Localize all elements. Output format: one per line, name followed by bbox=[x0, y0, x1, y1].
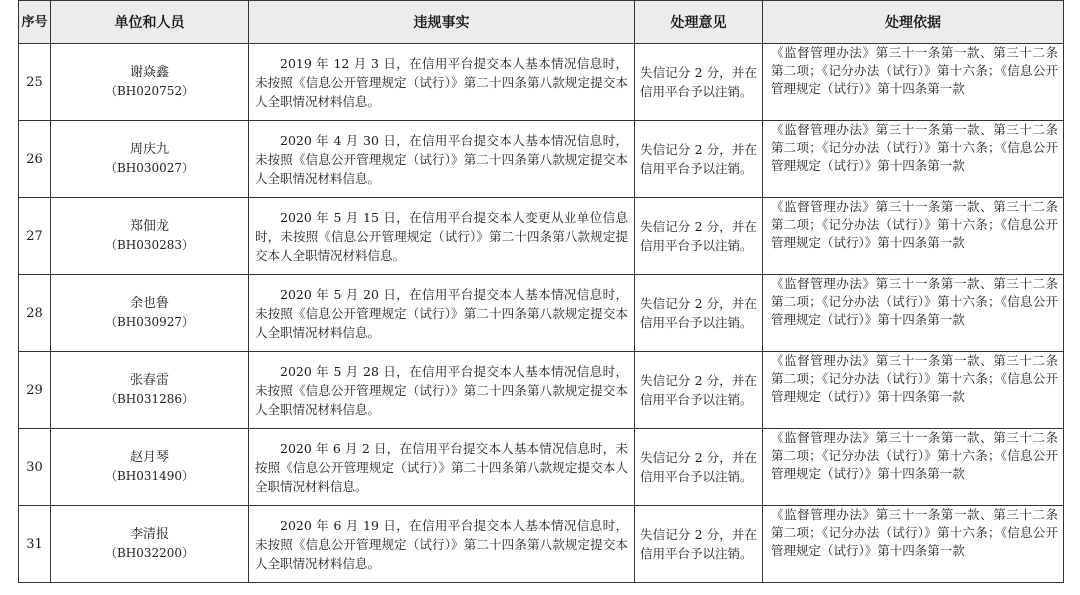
row-facts: 2020 年 4 月 30 日，在信用平台提交本人基本情况信息时，未按照《信息公开管理规定（试行）》第二十四条第八款规定提交本人全职情况材料信息。 bbox=[249, 121, 635, 198]
person-code: （BH031286） bbox=[104, 392, 195, 406]
person-name: 赵月琴 bbox=[129, 450, 169, 465]
row-seq: 26 bbox=[19, 121, 51, 198]
row-facts: 2020 年 6 月 2 日，在信用平台提交本人基本情况信息时，未按照《信息公开管理规定（试行）》第二十四条第八款规定提交本人全职情况材料信息。 bbox=[249, 429, 635, 506]
row-unit bbox=[51, 198, 249, 275]
row-basis: 《监督管理办法》第三十一条第一款、第三十二条第二项；《记分办法（试行）》第十六条；《信息公开管理规定（试行）》第十四条第一款 bbox=[763, 121, 1064, 198]
row-basis: 《监督管理办法》第三十一条第一款、第三十二条第二项；《记分办法（试行）》第十六条；《信息公开管理规定（试行）》第十四条第一款 bbox=[763, 506, 1064, 583]
table-row bbox=[19, 429, 1064, 506]
row-seq: 30 bbox=[19, 429, 51, 506]
person-code: （BH030027） bbox=[104, 161, 195, 175]
header-opinion: 处理意见 bbox=[635, 1, 763, 44]
row-opinion: 失信记分 2 分，并在信用平台予以注销。 bbox=[635, 198, 763, 275]
header-unit: 单位和人员 bbox=[51, 1, 249, 44]
row-facts: 2019 年 12 月 3 日，在信用平台提交本人基本情况信息时，未按照《信息公开管理规定（试行）》第二十四条第八款规定提交本人全职情况材料信息。 bbox=[249, 44, 635, 121]
row-unit bbox=[51, 506, 249, 583]
row-basis: 《监督管理办法》第三十一条第一款、第三十二条第二项；《记分办法（试行）》第十六条；《信息公开管理规定（试行）》第十四条第一款 bbox=[763, 352, 1064, 429]
person-name: 张春雷 bbox=[129, 373, 169, 388]
person-name: 李清报 bbox=[129, 527, 169, 542]
table-row bbox=[19, 198, 1064, 275]
person-code: （BH030927） bbox=[104, 315, 195, 329]
row-opinion: 失信记分 2 分，并在信用平台予以注销。 bbox=[635, 352, 763, 429]
row-opinion: 失信记分 2 分，并在信用平台予以注销。 bbox=[635, 44, 763, 121]
row-opinion: 失信记分 2 分，并在信用平台予以注销。 bbox=[635, 275, 763, 352]
row-opinion: 失信记分 2 分，并在信用平台予以注销。 bbox=[635, 429, 763, 506]
person-name: 周庆九 bbox=[129, 142, 169, 157]
row-seq: 27 bbox=[19, 198, 51, 275]
table-row bbox=[19, 121, 1064, 198]
row-unit bbox=[51, 429, 249, 506]
row-basis: 《监督管理办法》第三十一条第一款、第三十二条第二项；《记分办法（试行）》第十六条；《信息公开管理规定（试行）》第十四条第一款 bbox=[763, 275, 1064, 352]
row-facts: 2020 年 5 月 20 日，在信用平台提交本人基本情况信息时，未按照《信息公开管理规定（试行）》第二十四条第八款规定提交本人全职情况材料信息。 bbox=[249, 275, 635, 352]
row-opinion: 失信记分 2 分，并在信用平台予以注销。 bbox=[635, 506, 763, 583]
table-row bbox=[19, 506, 1064, 583]
row-seq: 28 bbox=[19, 275, 51, 352]
header-seq: 序号 bbox=[19, 1, 51, 44]
row-seq: 25 bbox=[19, 44, 51, 121]
table-row bbox=[19, 44, 1064, 121]
row-unit bbox=[51, 44, 249, 121]
row-unit bbox=[51, 121, 249, 198]
row-unit bbox=[51, 275, 249, 352]
row-seq: 31 bbox=[19, 506, 51, 583]
row-facts: 2020 年 6 月 19 日，在信用平台提交本人基本情况信息时，未按照《信息公开管理规定（试行）》第二十四条第八款规定提交本人全职情况材料信息。 bbox=[249, 506, 635, 583]
penalty-table bbox=[18, 0, 1064, 583]
person-code: （BH020752） bbox=[104, 84, 195, 98]
person-name: 郑佃龙 bbox=[129, 219, 169, 234]
row-basis: 《监督管理办法》第三十一条第一款、第三十二条第二项；《记分办法（试行）》第十六条；《信息公开管理规定（试行）》第十四条第一款 bbox=[763, 44, 1064, 121]
row-basis: 《监督管理办法》第三十一条第一款、第三十二条第二项；《记分办法（试行）》第十六条；《信息公开管理规定（试行）》第十四条第一款 bbox=[763, 198, 1064, 275]
person-code: （BH031490） bbox=[104, 469, 195, 483]
person-code: （BH030283） bbox=[104, 238, 195, 252]
row-opinion: 失信记分 2 分，并在信用平台予以注销。 bbox=[635, 121, 763, 198]
row-seq: 29 bbox=[19, 352, 51, 429]
header-facts: 违规事实 bbox=[249, 1, 635, 44]
table-row bbox=[19, 275, 1064, 352]
row-unit bbox=[51, 352, 249, 429]
table-row bbox=[19, 352, 1064, 429]
header-basis: 处理依据 bbox=[763, 1, 1064, 44]
row-facts: 2020 年 5 月 28 日，在信用平台提交本人基本情况信息时，未按照《信息公开管理规定（试行）》第二十四条第八款规定提交本人全职情况材料信息。 bbox=[249, 352, 635, 429]
person-code: （BH032200） bbox=[104, 546, 195, 560]
row-facts: 2020 年 5 月 15 日，在信用平台提交本人变更从业单位信息时，未按照《信息公开管理规定（试行）》第二十四条第八款规定提交本人全职情况材料信息。 bbox=[249, 198, 635, 275]
row-basis: 《监督管理办法》第三十一条第一款、第三十二条第二项；《记分办法（试行）》第十六条；《信息公开管理规定（试行）》第十四条第一款 bbox=[763, 429, 1064, 506]
person-name: 谢焱鑫 bbox=[129, 65, 169, 80]
person-name: 余也鲁 bbox=[129, 296, 169, 311]
header-row bbox=[19, 1, 1064, 44]
